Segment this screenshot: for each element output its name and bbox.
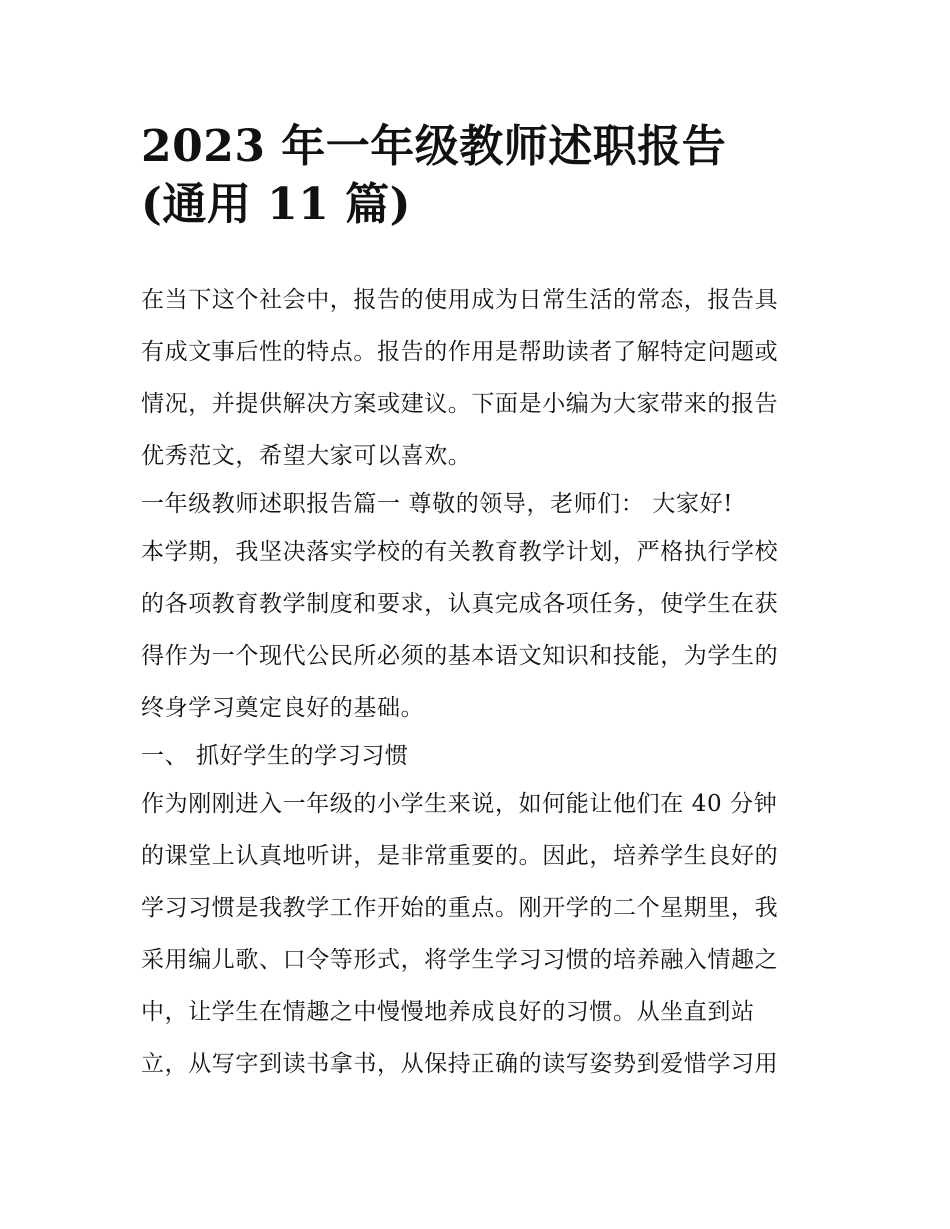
title-line-2: (通用 11 篇) <box>141 179 412 230</box>
text-line: 中，让学生在情趣之中慢慢地养成良好的习惯。从坐直到站 <box>141 999 755 1025</box>
text-line: 的课堂上认真地听讲，是非常重要的。因此，培养学生良好的 <box>141 843 779 869</box>
text-line: 的各项教育教学制度和要求，认真完成各项任务，使学生在获 <box>141 591 779 617</box>
document-body <box>141 279 821 1095</box>
text-line: 有成文事后性的特点。报告的作用是帮助读者了解特定问题或 <box>141 339 779 365</box>
text-line: 一年级教师述职报告篇一 尊敬的领导，老师们： 大家好! <box>141 491 734 517</box>
text-line: 作为刚刚进入一年级的小学生来说，如何能让他们在 40 分钟 <box>141 791 778 817</box>
text-line: 采用编儿歌、口令等形式，将学生学习习惯的培养融入情趣之 <box>141 947 779 973</box>
text-line: 本学期，我坚决落实学校的有关教育教学计划，严格执行学校 <box>141 539 779 565</box>
title-line-1: 2023 年一年级教师述职报告 <box>141 121 727 172</box>
section-heading: 一、 抓好学生的学习习惯 <box>141 743 409 769</box>
text-line: 终身学习奠定良好的基础。 <box>141 695 425 721</box>
text-line: 情况，并提供解决方案或建议。下面是小编为大家带来的报告 <box>141 391 779 417</box>
text-line: 学习习惯是我教学工作开始的重点。刚开学的二个星期里，我 <box>141 895 779 921</box>
text-line: 在当下这个社会中，报告的使用成为日常生活的常态，报告具 <box>141 287 779 313</box>
text-line: 立，从写字到读书拿书，从保持正确的读写姿势到爱惜学习用 <box>141 1051 779 1077</box>
text-line: 优秀范文，希望大家可以喜欢。 <box>141 443 472 469</box>
page-title <box>141 118 821 234</box>
text-line: 得作为一个现代公民所必须的基本语文知识和技能，为学生的 <box>141 643 779 669</box>
